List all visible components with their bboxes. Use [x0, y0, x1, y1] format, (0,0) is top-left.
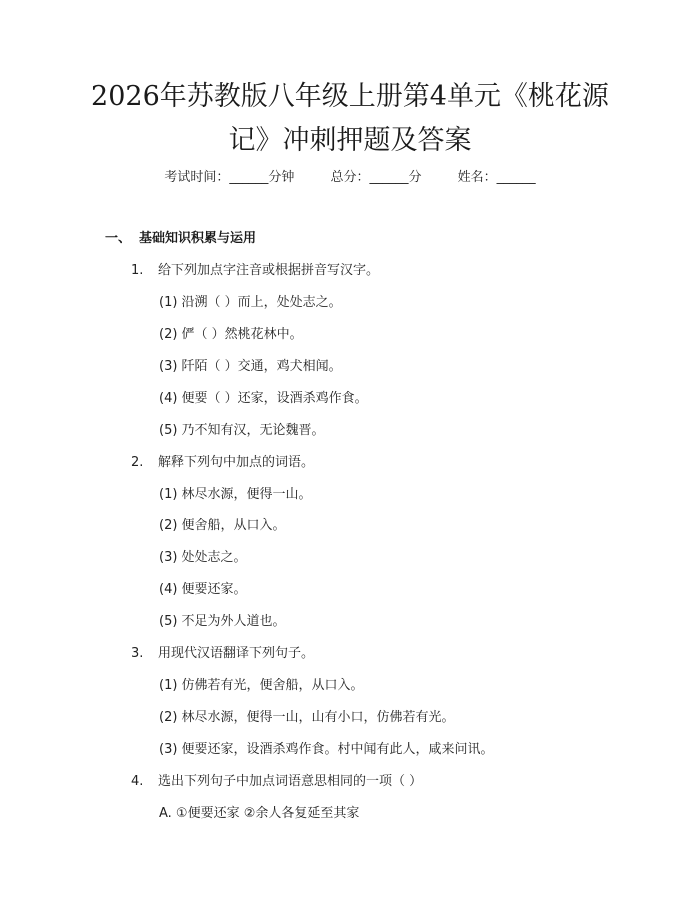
question-number: 2.	[131, 455, 144, 470]
question-1-item-3: (3) 阡陌（ ）交通，鸡犬相闻。	[159, 359, 342, 374]
question-number: 1.	[131, 263, 144, 278]
question-1-item-2: (2) 俨（ ）然桃花林中。	[159, 327, 303, 342]
exam-time: 考试时间：______分钟	[164, 170, 295, 185]
section-number: 一、	[105, 231, 132, 246]
question-1-item-5: (5) 乃不知有汉，无论魏晋。	[159, 423, 325, 438]
question-3-item-3: (3) 便要还家，设酒杀鸡作食。村中闻有此人，咸来问讯。	[159, 742, 494, 757]
section-label: 基础知识积累与运用	[139, 231, 257, 246]
student-name: 姓名：______	[457, 170, 536, 185]
question-4	[131, 772, 422, 792]
exam-meta	[0, 168, 700, 188]
question-2-item-4: (4) 便要还家。	[159, 582, 247, 597]
document-title	[40, 75, 660, 163]
exam-score: 总分：______分	[330, 170, 422, 185]
question-number: 4.	[131, 774, 144, 789]
question-text: 给下列加点字注音或根据拼音写汉字。	[158, 263, 380, 278]
question-3-item-2: (2) 林尽水源，便得一山，山有小口，仿佛若有光。	[159, 710, 455, 725]
title-line-1: 2026年苏教版八年级上册第4单元《桃花源	[91, 81, 609, 112]
section-heading	[105, 229, 256, 249]
question-number: 3.	[131, 646, 144, 661]
question-2	[131, 453, 314, 473]
question-2-item-2: (2) 便舍船，从口入。	[159, 518, 286, 533]
question-2-item-5: (5) 不足为外人道也。	[159, 614, 286, 629]
question-3-item-1: (1) 仿佛若有光，便舍船，从口入。	[159, 678, 364, 693]
question-text: 选出下列句子中加点词语意思相同的一项（ ）	[158, 774, 423, 789]
question-1-item-4: (4) 便要（ ）还家，设酒杀鸡作食。	[159, 391, 368, 406]
question-1-item-1: (1) 沿溯（ ）而上，处处志之。	[159, 295, 342, 310]
question-3	[131, 644, 314, 664]
question-text: 解释下列句中加点的词语。	[158, 455, 315, 470]
question-4-option-a: A. ①便要还家 ②余人各复延至其家	[159, 806, 360, 821]
question-1	[131, 261, 379, 281]
question-2-item-1: (1) 林尽水源，便得一山。	[159, 487, 312, 502]
question-text: 用现代汉语翻译下列句子。	[158, 646, 315, 661]
title-line-2: 记》冲刺押题及答案	[228, 125, 472, 156]
question-2-item-3: (3) 处处志之。	[159, 550, 247, 565]
